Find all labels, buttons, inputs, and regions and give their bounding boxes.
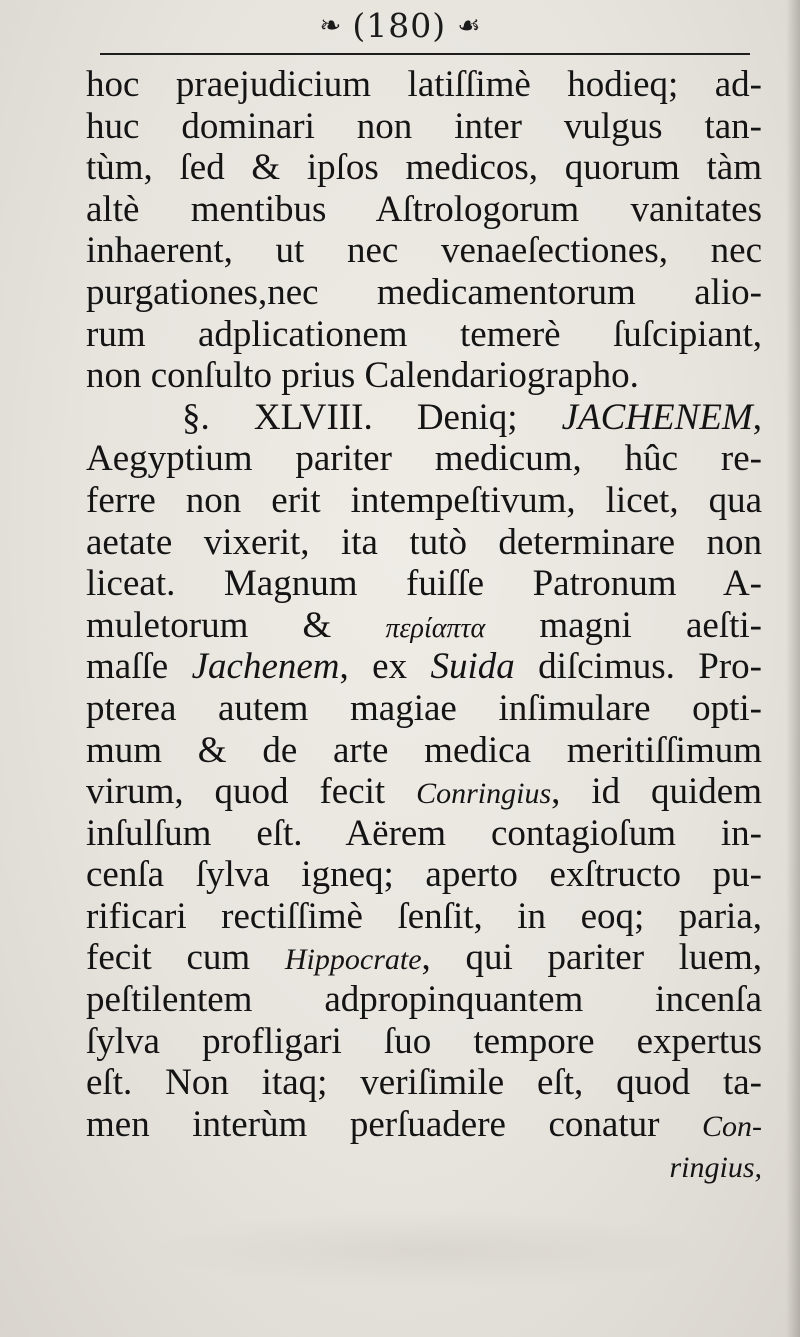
text-line xyxy=(86,563,762,605)
text-run: muletorum & xyxy=(86,604,386,646)
text-line xyxy=(86,813,762,855)
text-run: maſſe xyxy=(86,646,192,688)
text-run: , ex xyxy=(339,646,431,688)
text-line xyxy=(86,1021,762,1063)
text-run: ferre non erit intempeſtivum, licet, qua xyxy=(86,479,762,521)
text-line xyxy=(86,896,762,938)
text-run: virum, quod fecit xyxy=(86,771,417,813)
text-line xyxy=(86,646,762,688)
text-run: liceat. Magnum fuiſſe Patronum A- xyxy=(86,563,762,605)
text-line xyxy=(86,1145,762,1187)
text-line xyxy=(86,106,762,148)
text-run: §. XLVIII. Deniq; xyxy=(182,396,562,438)
text-run: aetate vixerit, ita tutò determinare non xyxy=(86,521,762,563)
text-line xyxy=(86,189,762,231)
text-line xyxy=(86,314,762,356)
text-run: fecit cum xyxy=(86,937,285,979)
page-header xyxy=(0,6,800,56)
text-line xyxy=(86,688,762,730)
text-run: , id quidem xyxy=(551,771,763,813)
page-number: (180) xyxy=(352,6,447,45)
italic-name: Hippocrate xyxy=(284,943,422,977)
text-run: rificari rectiſſimè ſenſit, in eoq; paria, xyxy=(86,895,762,937)
italic-name: Conringius xyxy=(416,777,552,811)
ornament-left-icon: ❧ xyxy=(319,11,342,41)
text-line xyxy=(86,854,762,896)
text-run: , xyxy=(752,396,762,438)
text-run: Aegyptium pariter medicum, hûc re- xyxy=(86,438,762,480)
text-run: mum & de arte medica meritiſſimum xyxy=(86,729,762,771)
italic-name: Con- xyxy=(702,1109,762,1143)
text-line xyxy=(86,397,762,439)
text-line xyxy=(86,937,762,979)
text-run: tùm, ſed & ipſos medicos, quorum tàm xyxy=(86,147,762,189)
text-run: huc dominari non inter vulgus tan- xyxy=(86,105,762,147)
ornament-right-icon: ☙ xyxy=(457,11,481,41)
text-run: inſulſum eſt. Aërem contagioſum in- xyxy=(86,812,762,854)
text-run: men interùm perſuadere conatur xyxy=(86,1103,702,1145)
text-line xyxy=(86,1104,762,1146)
italic-name: JACHENEM xyxy=(561,396,753,438)
text-line xyxy=(86,230,762,272)
greek-word: περίαπτα xyxy=(385,612,486,644)
text-line xyxy=(86,1062,762,1104)
text-line xyxy=(86,272,762,314)
text-line xyxy=(86,979,762,1021)
text-run: ſylva profligari ſuo tempore expertus xyxy=(86,1020,762,1062)
text-line xyxy=(86,64,762,106)
text-run: eſt. Non itaq; veriſimile eſt, quod ta- xyxy=(86,1062,762,1104)
text-run: diſcimus. Pro- xyxy=(514,646,762,688)
text-run: magni aeſti- xyxy=(485,604,762,646)
text-line xyxy=(86,605,762,647)
text-line xyxy=(86,771,762,813)
text-run: hoc praejudicium latiſſimè hodieq; ad- xyxy=(86,64,762,105)
body-text xyxy=(86,64,762,1187)
text-run: inhaerent, ut nec venaeſectiones, nec xyxy=(86,230,762,272)
header-rule xyxy=(100,53,750,55)
text-line xyxy=(86,522,762,564)
text-line xyxy=(86,355,762,397)
paper-stain xyxy=(150,1210,710,1290)
text-run: peſtilentem adpropinquantem incenſa xyxy=(86,979,762,1021)
italic-name: ringius, xyxy=(669,1151,762,1185)
text-run: altè mentibus Aſtrologorum vanitates xyxy=(86,188,762,230)
text-line xyxy=(86,147,762,189)
text-run: non conſulto prius Calendariographo. xyxy=(86,355,639,397)
page-edge-shadow xyxy=(786,0,800,1337)
italic-name: Suida xyxy=(430,646,515,688)
text-run: rum adplicationem temerè ſuſcipiant, xyxy=(86,313,762,355)
italic-name: Jachenem xyxy=(191,646,340,688)
text-run: , qui pariter luem, xyxy=(421,937,762,979)
text-line xyxy=(86,730,762,772)
text-run: purgationes,nec medicamentorum alio- xyxy=(86,271,762,313)
text-run: pterea autem magiae inſimulare opti- xyxy=(86,687,762,729)
text-line xyxy=(86,480,762,522)
text-run: cenſa ſylva igneq; aperto exſtructo pu- xyxy=(86,854,762,896)
text-line xyxy=(86,438,762,480)
